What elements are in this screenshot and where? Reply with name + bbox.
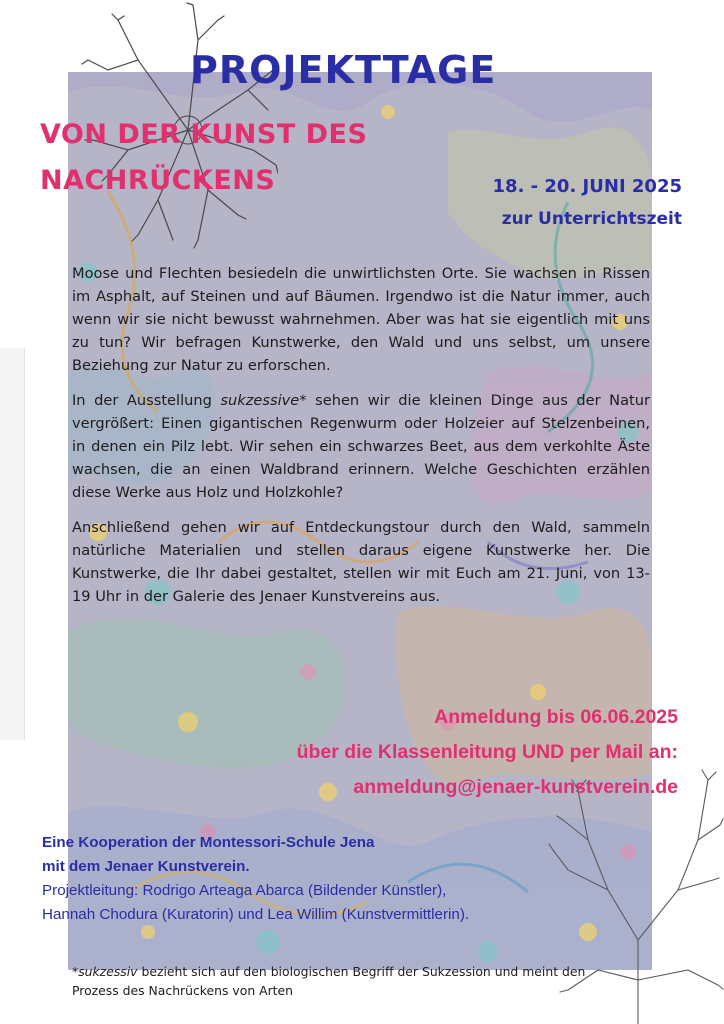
paragraph-2-rest: * sehen wir die kleinen Dinge aus der Natur vergrößert: Einen gigantischen Regenwurm oder Holzeier auf Stelzenbeinen, in denen ein Pilz lebt. Wir sehen ein schwarzes Beet, aus dem verkohlte Äste wachsen, die an einen Waldbrand erinnern. Welche Geschichten erzählen diese Werke aus Holz und Holzkohle? [72,392,650,501]
subtitle-line-1: VON DER KUNST DES [40,119,368,150]
paragraph-2-start: In der Ausstellung [72,392,221,409]
event-time: zur Unterrichtszeit [501,209,682,229]
paragraph-3: Anschließend gehen wir auf Entdeckungstour durch den Wald, sammeln natürliche Materialien und stellen daraus eigene Kunstwerke her. Die Kunstwerke, die Ihr dabei gestaltet, stellen wir mit Euch am 21. Juni, von 13-19 Uhr in der Galerie des Jenaer Kunstvereins aus. [72,519,650,605]
adjacent-page-strip [0,348,25,740]
cooperation-block [42,831,562,927]
event-date-block [493,170,682,234]
footnote-text: bezieht sich auf den biologischen Begriff der Sukzession und meint den Prozess des Nachrückens von Arten [72,964,586,998]
cooperation-line-2: mit dem Jenaer Kunstverein. [42,858,250,875]
exhibition-name: sukzessive [220,392,300,409]
cooperation-line-1: Eine Kooperation der Montessori-Schule Jena [42,834,375,851]
project-lead-line-2: Hannah Chodura (Kuratorin) und Lea Willim (Kunstvermittlerin). [42,906,470,923]
project-lead-line-1: Projektleitung: Rodrigo Arteaga Abarca (Bildender Künstler), [42,882,447,899]
footnote-star: * [72,964,79,979]
event-dates: 18. - 20. JUNI 2025 [492,176,682,197]
paragraph-1: Moose und Flechten besiedeln die unwirtlichsten Orte. Sie wachsen in Rissen im Asphalt, auf Steinen und auf Bäumen. Irgendwo ist die Natur immer, auch wenn wir sie nicht bewusst wahrnehmen. Aber was hat sie eigentlich mit uns zu tun? Wir befragen Kunstwerke, den Wald und uns selbst, um unsere Beziehung zur Natur zu erforschen. [72,265,650,374]
subtitle-line-2: NACHRÜCKENS [40,165,276,196]
registration-block [297,700,678,805]
registration-email: anmeldung@jenaer-kunstverein.de [353,776,678,798]
page-subtitle [40,112,400,204]
description-text [72,262,650,620]
footnote [72,962,612,1000]
paragraph-2 [72,389,650,504]
footnote-term: sukzessiv [78,964,138,979]
registration-method: über die Klassenleitung UND per Mail an: [296,741,678,763]
registration-deadline: Anmeldung bis 06.06.2025 [434,706,678,728]
page-title: PROJEKTTAGE [190,48,497,92]
